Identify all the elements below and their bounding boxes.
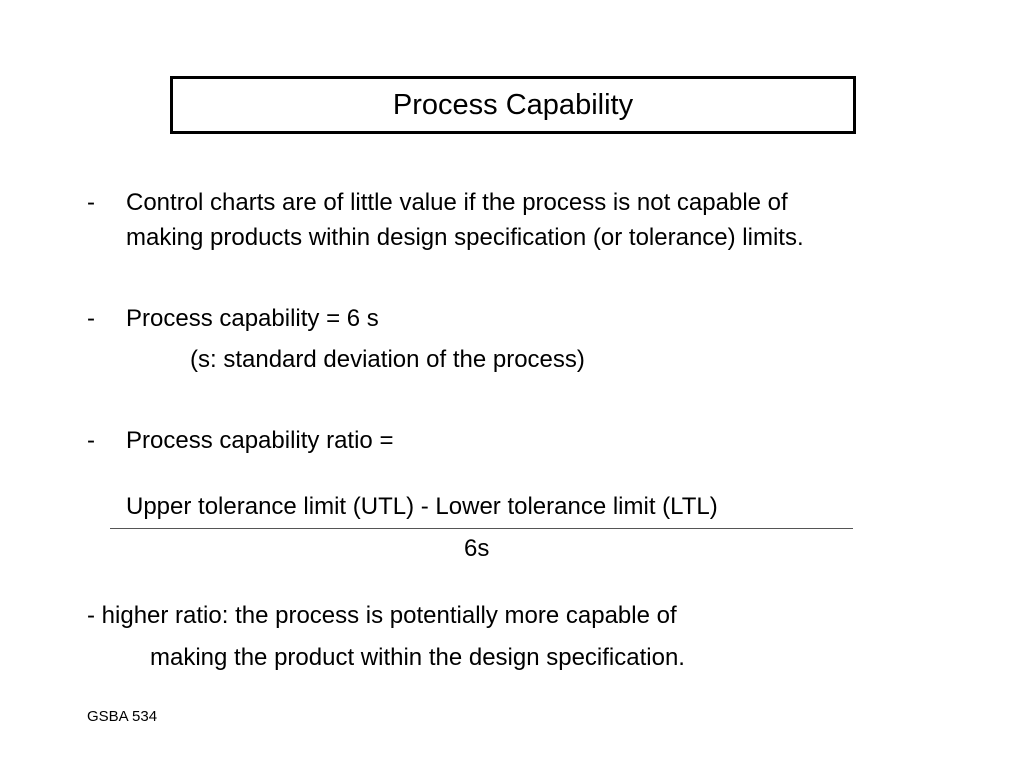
bullet-2-line-1: Process capability = 6 s (126, 305, 379, 332)
fraction-numerator: Upper tolerance limit (UTL) - Lower tolerance limit (LTL) (126, 493, 718, 520)
bullet-4-line-1: - higher ratio: the process is potentially more capable of (87, 602, 677, 629)
fraction-denominator: 6s (464, 535, 490, 562)
footer-course-code: GSBA 534 (87, 708, 158, 725)
bullet-dash-1: - (87, 189, 95, 216)
bullet-1-line-1: Control charts are of little value if the process is not capable of (126, 189, 788, 216)
bullet-2-line-2: (s: standard deviation of the process) (190, 346, 585, 373)
bullet-dash-2: - (87, 305, 95, 332)
bullet-3-line-1: Process capability ratio = (126, 427, 394, 454)
fraction-bar (110, 528, 853, 529)
bullet-dash-3: - (87, 427, 95, 454)
bullet-1-line-2: making products within design specification (or tolerance) limits. (126, 224, 804, 251)
bullet-4-line-2: making the product within the design specification. (150, 644, 685, 671)
slide-title: Process Capability (392, 88, 634, 121)
slide-title-box (170, 76, 856, 134)
